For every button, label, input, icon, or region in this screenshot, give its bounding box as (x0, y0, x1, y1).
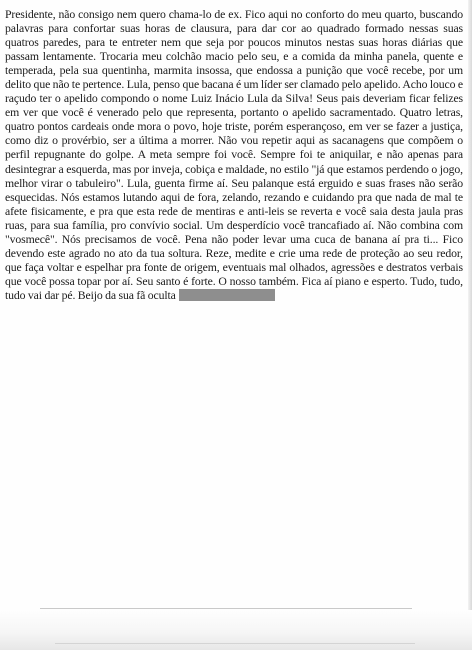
paper-bottom-edge-line (55, 643, 415, 644)
letter-body-text: Presidente, não consigo nem quero chama-lo de ex. Fico aqui no conforto do meu quarto, buscando palavras para confortar suas horas de clausura, para dar cor ao quadrado formado nessas suas quatros paredes, para te entreter nem que seja por poucos minutos nestas suas horas diárias que passam lentamente. Trocaria meu colchão macio pelo seu, e a comida da minha panela, quente e temperada, pela sua quentinha, marmita insossa, que endossa a punição que você recebe, por um delito que não te pertence. Lula, penso que bacana é um líder ser clamado pelo apelido. Acho louco e raçudo ter o apelido compondo o nome Luiz Inácio Lula da Silva! Seus pais deveriam ficar felizes em ver que você é venerado pelo que representa, portanto o apelido sacramentado. Quatro letras, quatro pontos cardeais onde mora o povo, hoje triste, porém esperançoso, em ver se fazer a justiça, como diz o provérbio, ser a última a morrer. Não vou repetir aqui as sacanagens que compõem o perfil repugnante do golpe. A meta sempre foi você. Sempre foi te aniquilar, e não apenas para desintegrar a esquerda, mas por inveja, cobiça e maldade, no estilo "já que estamos perdendo o jogo, melhor virar o tabuleiro". Lula, guenta firme aí. Seu palanque está erguido e suas frases não serão esquecidas. Nós estamos lutando aqui de fora, zelando, rezando e cuidando pra que nada de mal te afete fisicamente, e pra que esta rede de mentiras e anti-leis se reverta e você saia desta jaula pras ruas, para sua família, pro convívio social. Um desperdício você trancafiado aí. Não combina com "vosmecê". Nós precisamos de você. Pena não poder levar uma cuca de banana aí pra ti... Fico devendo este agrado no ato da tua soltura. Reze, medite e crie uma rede de proteção ao seu redor, que faça voltar e espelhar pra fonte de origem, eventuais mal olhados, agressões e destratos verbais que você possa topar por aí. Seu santo é forte. O nosso também. Fica aí piano e esperto. Tudo, tudo, tudo vai dar pé. Beijo da sua fã oculta (5, 8, 463, 302)
letter-text-block (5, 8, 463, 303)
scan-shadow-bottom-edge (0, 610, 472, 650)
scan-shadow-right-edge (468, 0, 472, 650)
redacted-signature-block (179, 289, 275, 301)
paper-fold-line (40, 608, 412, 609)
